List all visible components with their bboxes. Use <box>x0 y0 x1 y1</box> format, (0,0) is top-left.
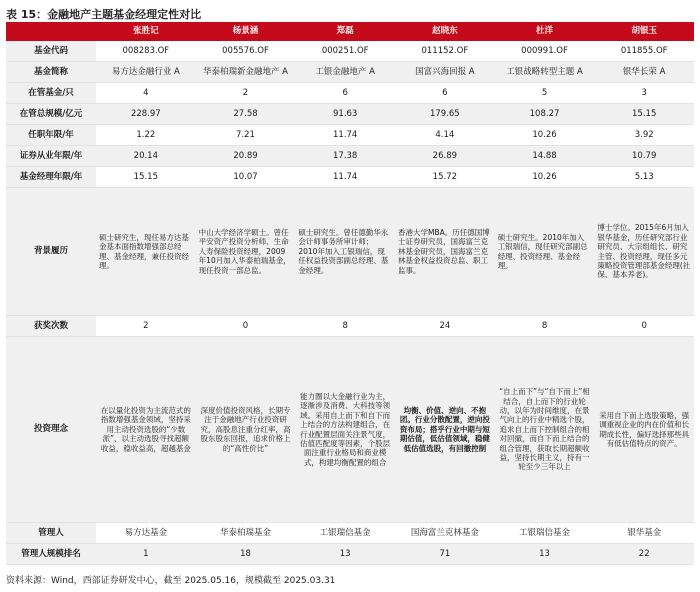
table-cell: 国海富兰克林基金 <box>410 527 479 538</box>
row-label: 投资理念 <box>6 337 96 522</box>
table-cell: 7.21 <box>236 129 255 140</box>
table-cell: 8 <box>541 320 548 331</box>
table-row <box>6 337 694 523</box>
table-cell: 005576.OF <box>222 45 269 56</box>
table-cell: 5 <box>541 87 548 98</box>
table-row <box>6 125 694 146</box>
header-manager: 胡银玉 <box>631 26 657 37</box>
table-row <box>6 188 694 316</box>
table-cell: 228.97 <box>130 108 161 119</box>
table-cell: 27.58 <box>233 108 258 119</box>
table-cell: 20.89 <box>233 150 258 161</box>
table-cell: 15.72 <box>432 171 458 182</box>
table-cell: 17.38 <box>333 150 358 161</box>
table-cell: 6 <box>442 87 448 98</box>
table-cell: 26.89 <box>432 150 458 161</box>
table-cell: 硕士研究生，现任易方达基金基本面指数增强部总经理、基金经理，兼任投资经理。 <box>99 232 189 270</box>
table-cell: 在以量化投资为主流范式的指数增强基金领域，坚持采用主动投资选股的“少数派”，以主动选股寻找超额收益，稳收益高，超越基金 <box>100 406 191 453</box>
header-manager: 赵晓东 <box>432 26 458 37</box>
table-title: 表 15：金融地产主题基金经理定性对比 <box>6 8 202 21</box>
table-cell: 博士学位。2015年6月加入银华基金，历任研究部行业研究员、大宗组组长、研究主管、投资经理，现任多元策略投资管理部基金经理(社保、基本养老)。 <box>597 223 691 280</box>
table-cell: 91.63 <box>333 108 358 119</box>
table-cell: 000991.OF <box>521 45 568 56</box>
table-cell: 15.15 <box>632 108 657 119</box>
table-cell: 均衡、价值、逆向、不抱团。行业分散配置，逆向投资布局；搭乎行业中期与短期估值，低估值领域，稳健低估值选股，有回撤控制 <box>399 406 490 453</box>
table-cell: 工银瑞信基金 <box>519 527 571 538</box>
row-label: 管理人 <box>6 523 96 543</box>
table-cell: 2 <box>242 87 249 98</box>
table-cell: 13 <box>539 548 550 559</box>
table-cell: 000251.OF <box>321 45 369 56</box>
table-cell: 0 <box>641 320 647 331</box>
table-cell: 18 <box>240 548 251 559</box>
table-cell: 22 <box>638 548 650 559</box>
header-manager: 郑磊 <box>336 26 354 37</box>
table-cell: 13 <box>339 548 351 559</box>
table-cell: 华泰柏瑞新金融地产 A <box>202 66 289 77</box>
table-cell: 011855.OF <box>620 45 668 56</box>
source-note: 资料来源：Wind，西部证券研发中心，截至 2025.05.16，规模截至 2025.03.31 <box>6 576 336 586</box>
table-cell: 011152.OF <box>421 45 469 56</box>
header-manager: 杜洋 <box>536 26 554 37</box>
table-cell: 易方达基金 <box>124 527 168 538</box>
table-cell: 华泰柏瑞基金 <box>220 527 272 538</box>
table-row <box>6 544 694 565</box>
table-cell: 4 <box>143 87 149 98</box>
table-row <box>6 104 694 125</box>
row-label: 基金经理年限/年 <box>6 167 96 187</box>
table-cell: 易方达金融行业 A <box>111 66 180 77</box>
table-cell: 工银金融地产 A <box>315 66 375 77</box>
table-row <box>6 62 694 83</box>
table-cell: 能力圈以大金融行业为主，逐渐涉及消费、大科技等领域。采用自上而下和自下而上结合的方法构建组合，在行业配置层面关注景气度，估值匹配度等因素，个股层面注重行业格局和商业模式，构建均衡配置的组合 <box>300 392 391 467</box>
table-row <box>6 41 694 62</box>
table-cell: 银华基金 <box>627 527 662 538</box>
row-label: 获奖次数 <box>6 316 96 336</box>
table-cell: 工银瑞信基金 <box>319 527 371 538</box>
table-cell: 179.65 <box>429 108 460 119</box>
row-label: 任职年限/年 <box>6 125 96 145</box>
table-cell: 2 <box>143 320 149 331</box>
table-cell: 3.92 <box>634 129 654 140</box>
row-label: 在管总规模/亿元 <box>6 104 96 124</box>
row-label: 在管基金/只 <box>6 83 96 103</box>
table-cell: 银华长荣 A <box>622 66 666 77</box>
table-cell: 10.26 <box>532 171 557 182</box>
table-cell: 108.27 <box>529 108 560 119</box>
table-cell: 4.14 <box>435 129 455 140</box>
row-label: 证券从业年限/年 <box>6 146 96 166</box>
table-cell: 香港大学MBA。历任德国博士证券研究员，国海富兰克林基金研究员，国海富兰克林基金权益投资总监、职工监事。 <box>398 228 490 275</box>
table-cell: 深度价值投资风格，长期专注于金融地产行业投资研究，高股息注重分红率，高股东股东回报，追求价格上的“高性价比” <box>200 406 291 453</box>
table-cell: 10.26 <box>532 129 557 140</box>
table-cell: 008283.OF <box>122 45 170 56</box>
table-cell: 工银战略转型主题 A <box>506 66 583 77</box>
table-row <box>6 146 694 167</box>
header-corner <box>6 22 96 41</box>
header-manager: 杨景涵 <box>232 26 259 37</box>
table-cell: 硕士研究生。曾任德勤华永会计师事务所审计师；2010年加入工银瑞信，现任权益投资部副总经理、基金经理。 <box>298 228 389 275</box>
comparison-table <box>6 22 694 565</box>
row-label: 管理人规模排名 <box>6 544 96 564</box>
table-cell: “自上而下”与“自下而上”相结合，自上而下的行业轮动，以年为时间维度，在景气向上的行业中精选个股，追求自上而下控制组合的相对回撤，而自下而上结合的组合管理，获取长期超额收益，坚持长期主义，持有一轮至少三年以上 <box>499 387 590 472</box>
table-cell: 24 <box>439 320 451 331</box>
table-cell: 71 <box>439 548 451 559</box>
table-cell: 中山大学经济学硕士。曾任平安资产投资分析师、生命人寿保险投资经理，2009年10月加入华泰柏瑞基金，现任投资一部总监。 <box>198 228 291 275</box>
row-label: 背景履历 <box>6 188 96 315</box>
table-cell: 15.15 <box>133 171 158 182</box>
table-cell: 10.07 <box>233 171 258 182</box>
table-cell: 国富兴海回报 A <box>415 66 475 77</box>
table-row <box>6 167 694 188</box>
table-cell: 3 <box>641 87 647 98</box>
table-cell: 1.22 <box>136 129 156 140</box>
table-cell: 14.88 <box>532 150 557 161</box>
table-header-row <box>6 22 694 41</box>
table-cell: 11.74 <box>333 129 358 140</box>
table-cell: 5.13 <box>634 171 654 182</box>
table-row <box>6 83 694 104</box>
table-row <box>6 316 694 337</box>
row-label: 基金代码 <box>6 41 96 61</box>
table-cell: 采用自下而上选股策略，强调重视企业的内在价值和长期成长性，偏好选择那些具有低估值特点的资产。 <box>599 410 690 448</box>
table-cell: 10.79 <box>632 150 657 161</box>
row-label: 基金简称 <box>6 62 96 82</box>
table-cell: 11.74 <box>333 171 358 182</box>
table-cell: 6 <box>342 87 348 98</box>
table-row <box>6 523 694 544</box>
table-cell: 0 <box>242 320 249 331</box>
table-cell: 20.14 <box>133 150 158 161</box>
table-cell: 8 <box>342 320 348 331</box>
table-cell: 硕士研究生。2010年加入工银瑞信，现任研究部副总经理、投资经理、基金经理。 <box>497 232 588 270</box>
header-manager: 张胜记 <box>133 26 159 37</box>
table-cell: 1 <box>143 548 149 559</box>
